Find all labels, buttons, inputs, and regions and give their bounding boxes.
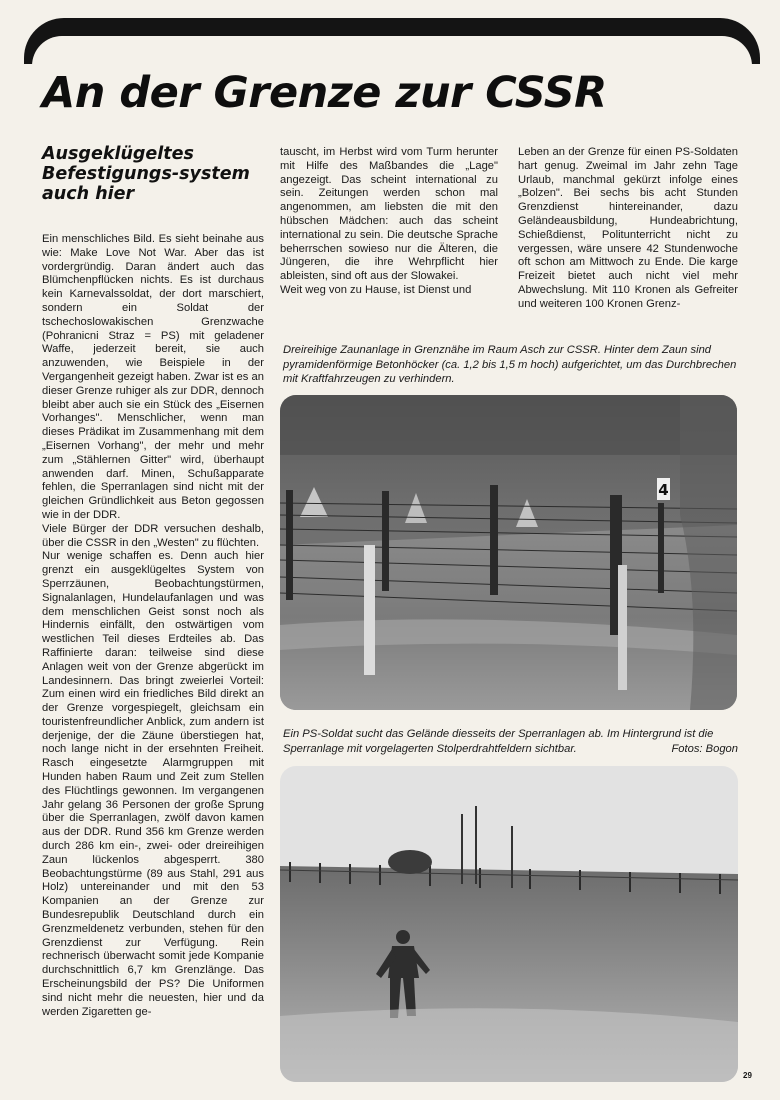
text-column-2 — [280, 146, 498, 298]
paragraph: Weit weg von zu Hause, ist Dienst und — [280, 283, 472, 296]
paragraph: Nur wenige schaffen es. Denn auch hier grenzt ein ausgeklügeltes System von Sperrzäunen, Beobachtungstürmen, Signalanlagen, Hundelaufanlagen und was dem menschlichen Geist sonst noch als Hindernis einfällt, den ostwärtigen vom westlichen Teil dieses Erdteiles ab. Das Raffinierte daran: teilweise sind diese Anlagen weit von der Grenze abgerückt im Landesinnern. Das bringt zweierlei Vorteil: Zum einen wird ein friedliches Bild direkt an der Grenze vorgespiegelt, gleichsam ein touristenfreundlicher Anblick, zum andern ist derjenige, der die Zäune überstiegen hat, noch lange nicht in der ersehnten Freiheit. Rasch eingesetzte Alarmgruppen mit Hunden haben Raum und Zeit zum Stellen des Flüchtlings gewonnen. Im vergangenen Jahr gelang 36 Personen der große Sprung über die Sperranlagen, zwölf davon kamen aus der DDR. Rund 356 km Grenze werden durch 286 km ein-, zwei- oder dreireihigen Zaun lückenlos abgesperrt. 380 Beobachtungstürme (89 aus Stahl, 291 aus Holz) untereinander und mit den 53 Kompanien an der Grenze zur Bundesrepublik Deutschland durch ein Grenzmeldenetz verbunden, stehen für den Grenzdienst zur Verfügung. Rein rechnerisch überwacht somit jede Kompanie durchschnittlich 6,7 km Grenzlänge. Das Erscheinungsbild der PS? Die Uniformen sind nicht mehr die neuesten, hier und da werden Zigaretten ge- — [42, 550, 264, 1018]
paragraph: Viele Bürger der DDR versuchen deshalb, über die CSSR in den „Westen" zu flüchten. — [42, 522, 264, 549]
article-subtitle: Ausgeklügeltes Befestigungs-system auch hier — [42, 144, 250, 204]
article-title: An der Grenze zur CSSR — [42, 68, 607, 118]
photo-caption-2 — [283, 727, 738, 756]
text-column-1 — [42, 233, 264, 1019]
text-column-3 — [518, 146, 738, 312]
photo-credit: Fotos: Bogon — [671, 742, 738, 755]
header-bar — [24, 18, 760, 64]
photo-sign-number: 4 — [658, 481, 669, 499]
photo-soldier-in-field — [280, 766, 738, 1082]
page-number: 29 — [743, 1071, 752, 1080]
paragraph: tauscht, im Herbst wird vom Turm herunter mit Hilfe des Maßbandes die „Lage" angezeigt. Das scheint international zu sein. Zeitungen werden schon mal angenommen, am liebsten die mit den hübschen Mädchen: auch das scheint international zu sein. Die deutsche Sprache beherrschen sowieso nur die Älteren, die Jüngeren, die ihre Wehrpflicht hier ableisten, sind oft aus der Slowakei. — [280, 146, 498, 283]
photo-caption-1: Dreireihige Zaunanlage in Grenznähe im Raum Asch zur CSSR. Hinter dem Zaun sind pyramidenförmige Betonhöcker (ca. 1,2 bis 1,5 m hoch) aufgerichtet, um das Durchbrechen mit Kraftfahrzeugen zu verhindern. — [283, 344, 737, 385]
paragraph: Leben an der Grenze für einen PS-Soldaten hart genug. Zweimal im Jahr zehn Tage Urlaub, manchmal gekürzt infolge eines „Bolzen". Bei sechs bis acht Stunden Grenzdienst hintereinander, dazu Geländeausbildung, Hundeabrichtung, Schießdienst, Politunterricht nicht zu vergessen, wäre unsere 42 Stundenwoche oft schon am Mittwoch zu Ende. Die karge Freizeit bietet auch nicht viel mehr Abwechslung. Mit 110 Kronen als Gefreiter und weiteren 100 Kronen Grenz- — [518, 146, 738, 310]
paragraph: Ein menschliches Bild. Es sieht beinahe aus wie: Make Love Not War. Aber das ist vordergründig. Daran ändert auch das Blümchenpflücken nichts. Es ist durchaus kein Karnevalssoldat, der dort marschiert, sondern ein Soldat der tschechoslowakischen Grenzwache (Pohranicni Straz = PS) mit geladener Waffe, jederzeit bereit, sie auch anzuwenden, wie Beispiele in der Vergangenheit gezeigt haben. Zwar ist es an dieser Grenze ruhiger als zur DDR, dennoch bleibt aber auch sie ein Stück des „Eisernen Vorhanges". Menschlicher, wenn man dieses Prädikat im Zusammenhang mit dem „Eisernen Vorhang", der mehr und mehr zum „Stählernen Gitter" wird, überhaupt anwenden darf. Minen, Schußapparate fehlen, die Sperranlagen sind nicht mit der gleichen Gründlichkeit aus Beton gegossen wie in der DDR. — [42, 233, 264, 521]
photo-fence-installation — [280, 395, 737, 710]
caption-text: Ein PS-Soldat sucht das Gelände diesseits der Sperranlagen ab. Im Hintergrund ist die Sperranlage mit vorgelagerten Stolperdrahtfeldern sichtbar. — [283, 728, 714, 755]
